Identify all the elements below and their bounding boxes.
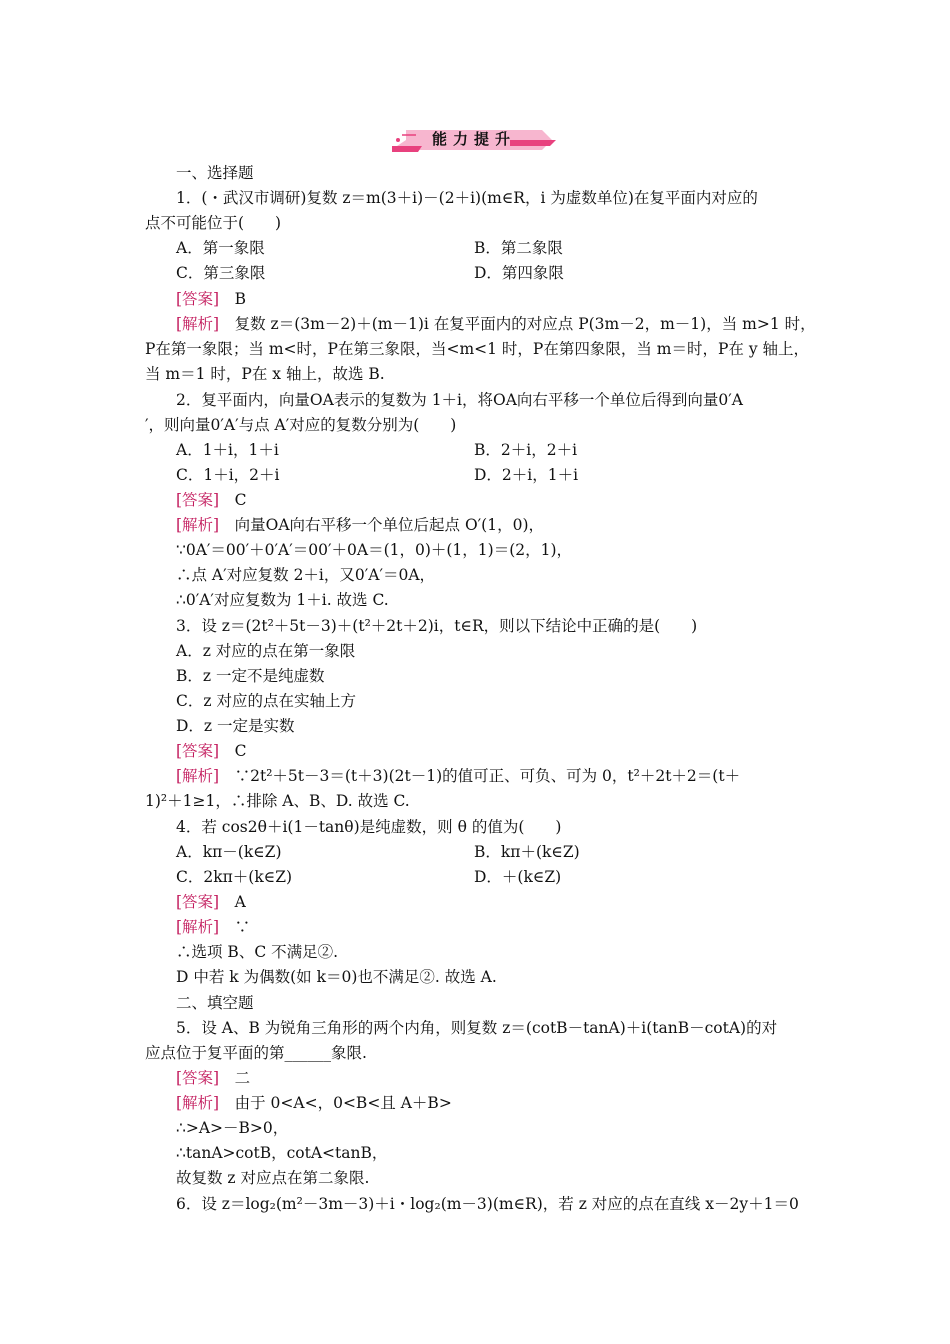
answer-value: C — [234, 491, 247, 509]
analysis-tag: [解析] — [176, 315, 220, 333]
answer-line — [176, 289, 246, 309]
section-heading: 二、填空题 — [176, 994, 254, 1012]
option-a: A．kπ－(k∈Z) — [176, 843, 282, 861]
analysis-text: P在第一象限；当 m<时，P在第三象限，当<m<1 时，P在第四象限，当 m＝时，P在 y 轴上， — [145, 340, 810, 358]
answer-value: B — [234, 290, 247, 308]
option-b: B．2＋i，2＋i — [474, 441, 578, 459]
question-text: 1．(・武汉市调研)复数 z＝m(3＋i)－(2＋i)(m∈R，i 为虚数单位)在复平面内对应的 — [176, 189, 758, 207]
answer-tag: [答案] — [176, 491, 220, 509]
option-b: B．z 一定不是纯虚数 — [176, 667, 325, 685]
analysis-text: ∵2t²＋5t－3＝(t＋3)(2t－1)的值可正、可负、可为 0，t²＋2t＋2＝(t＋ — [234, 767, 741, 785]
option-d: D．z 一定是实数 — [176, 717, 295, 735]
answer-value: 二 — [234, 1069, 251, 1087]
option-c: C．2kπ＋(k∈Z) — [176, 868, 293, 886]
question-text: 点不可能位于( ) — [145, 214, 282, 232]
answer-tag: [答案] — [176, 1069, 220, 1087]
answer-tag: [答案] — [176, 742, 220, 760]
answer-value: C — [234, 742, 247, 760]
answer-value: A — [234, 893, 246, 911]
question-text: 应点位于复平面的第______象限. — [145, 1044, 367, 1062]
analysis-text: ∵0A′＝00′＋0′A′＝00′＋0A＝(1，0)＋(1，1)＝(2，1)， — [176, 541, 573, 559]
analysis-text: D 中若 k 为偶数(如 k＝0)也不满足②. 故选 A. — [176, 968, 497, 986]
answer-line — [176, 1068, 250, 1088]
option-b: B．第二象限 — [474, 239, 563, 257]
analysis-text: 复数 z＝(3m－2)＋(m－1)i 在复平面内的对应点 P(3m－2，m－1)，当 m>1 时， — [234, 315, 816, 333]
question-text: 2．复平面内，向量OA表示的复数为 1＋i，将OA向右平移一个单位后得到向量0′A — [176, 391, 743, 409]
option-c: C．第三象限 — [176, 264, 266, 282]
section-heading: 一、选择题 — [176, 164, 254, 182]
option-a: A．z 对应的点在第一象限 — [176, 642, 356, 660]
analysis-text: 故复数 z 对应点在第二象限. — [176, 1169, 370, 1187]
option-a: A．第一象限 — [176, 239, 265, 257]
option-c: C．1＋i，2＋i — [176, 466, 280, 484]
analysis-text: 1)²＋1≥1，∴排除 A、B、D. 故选 C. — [145, 792, 410, 810]
question-text: 5．设 A、B 为锐角三角形的两个内角，则复数 z＝(cotB－tanA)＋i(tanB－cotA)的对 — [176, 1019, 778, 1037]
question-text: 3．设 z＝(2t²＋5t－3)＋(t²＋2t＋2)i，t∈R，则以下结论中正确的是( ) — [176, 617, 698, 635]
analysis-tag: [解析] — [176, 1094, 220, 1112]
question-text: 6．设 z＝log₂(m²－3m－3)＋i・log₂(m－3)(m∈R)，若 z 对应的点在直线 x－2y＋1＝0 — [176, 1195, 799, 1213]
analysis-line — [176, 515, 544, 535]
option-d: D．2＋i，1＋i — [474, 466, 579, 484]
option-d: D．＋(k∈Z) — [474, 868, 562, 886]
analysis-text: ∵ — [234, 918, 251, 936]
answer-tag: [答案] — [176, 893, 220, 911]
answer-line — [176, 490, 247, 510]
analysis-line — [176, 314, 816, 334]
option-a: A．1＋i，1＋i — [176, 441, 279, 459]
answer-tag: [答案] — [176, 290, 220, 308]
analysis-tag: [解析] — [176, 767, 220, 785]
question-text: 4．若 cos2θ＋i(1－tanθ)是纯虚数，则 θ 的值为( ) — [176, 818, 562, 836]
analysis-text: ∴tanA>cotB，cotA<tanB， — [176, 1144, 388, 1162]
analysis-text: ∴选项 B、C 不满足②. — [176, 943, 339, 961]
option-c: C．z 对应的点在实轴上方 — [176, 692, 356, 710]
analysis-line — [176, 766, 740, 786]
analysis-tag: [解析] — [176, 516, 220, 534]
analysis-text: ∴>A>－B>0， — [176, 1119, 289, 1137]
section-banner — [392, 126, 556, 152]
answer-line — [176, 741, 247, 761]
analysis-text: ∴0′A′对应复数为 1＋i. 故选 C. — [176, 591, 389, 609]
analysis-text: 向量OA向右平移一个单位后起点 O′(1，0)， — [234, 516, 544, 534]
answer-line — [176, 892, 246, 912]
option-d: D．第四象限 — [474, 264, 564, 282]
analysis-line — [176, 1093, 452, 1113]
banner-title: 能力提升 — [431, 130, 516, 148]
option-b: B．kπ＋(k∈Z) — [474, 843, 580, 861]
analysis-text: ∴点 A′对应复数 2＋i，又0′A′＝0A， — [176, 566, 436, 584]
analysis-text: 当 m＝1 时，P在 x 轴上，故选 B. — [145, 365, 385, 383]
analysis-tag: [解析] — [176, 918, 220, 936]
analysis-text: 由于 0<A<，0<B<且 A＋B> — [234, 1094, 452, 1112]
question-text: ′，则向量0′A′与点 A′对应的复数分别为( ) — [145, 416, 457, 434]
analysis-line — [176, 917, 250, 937]
